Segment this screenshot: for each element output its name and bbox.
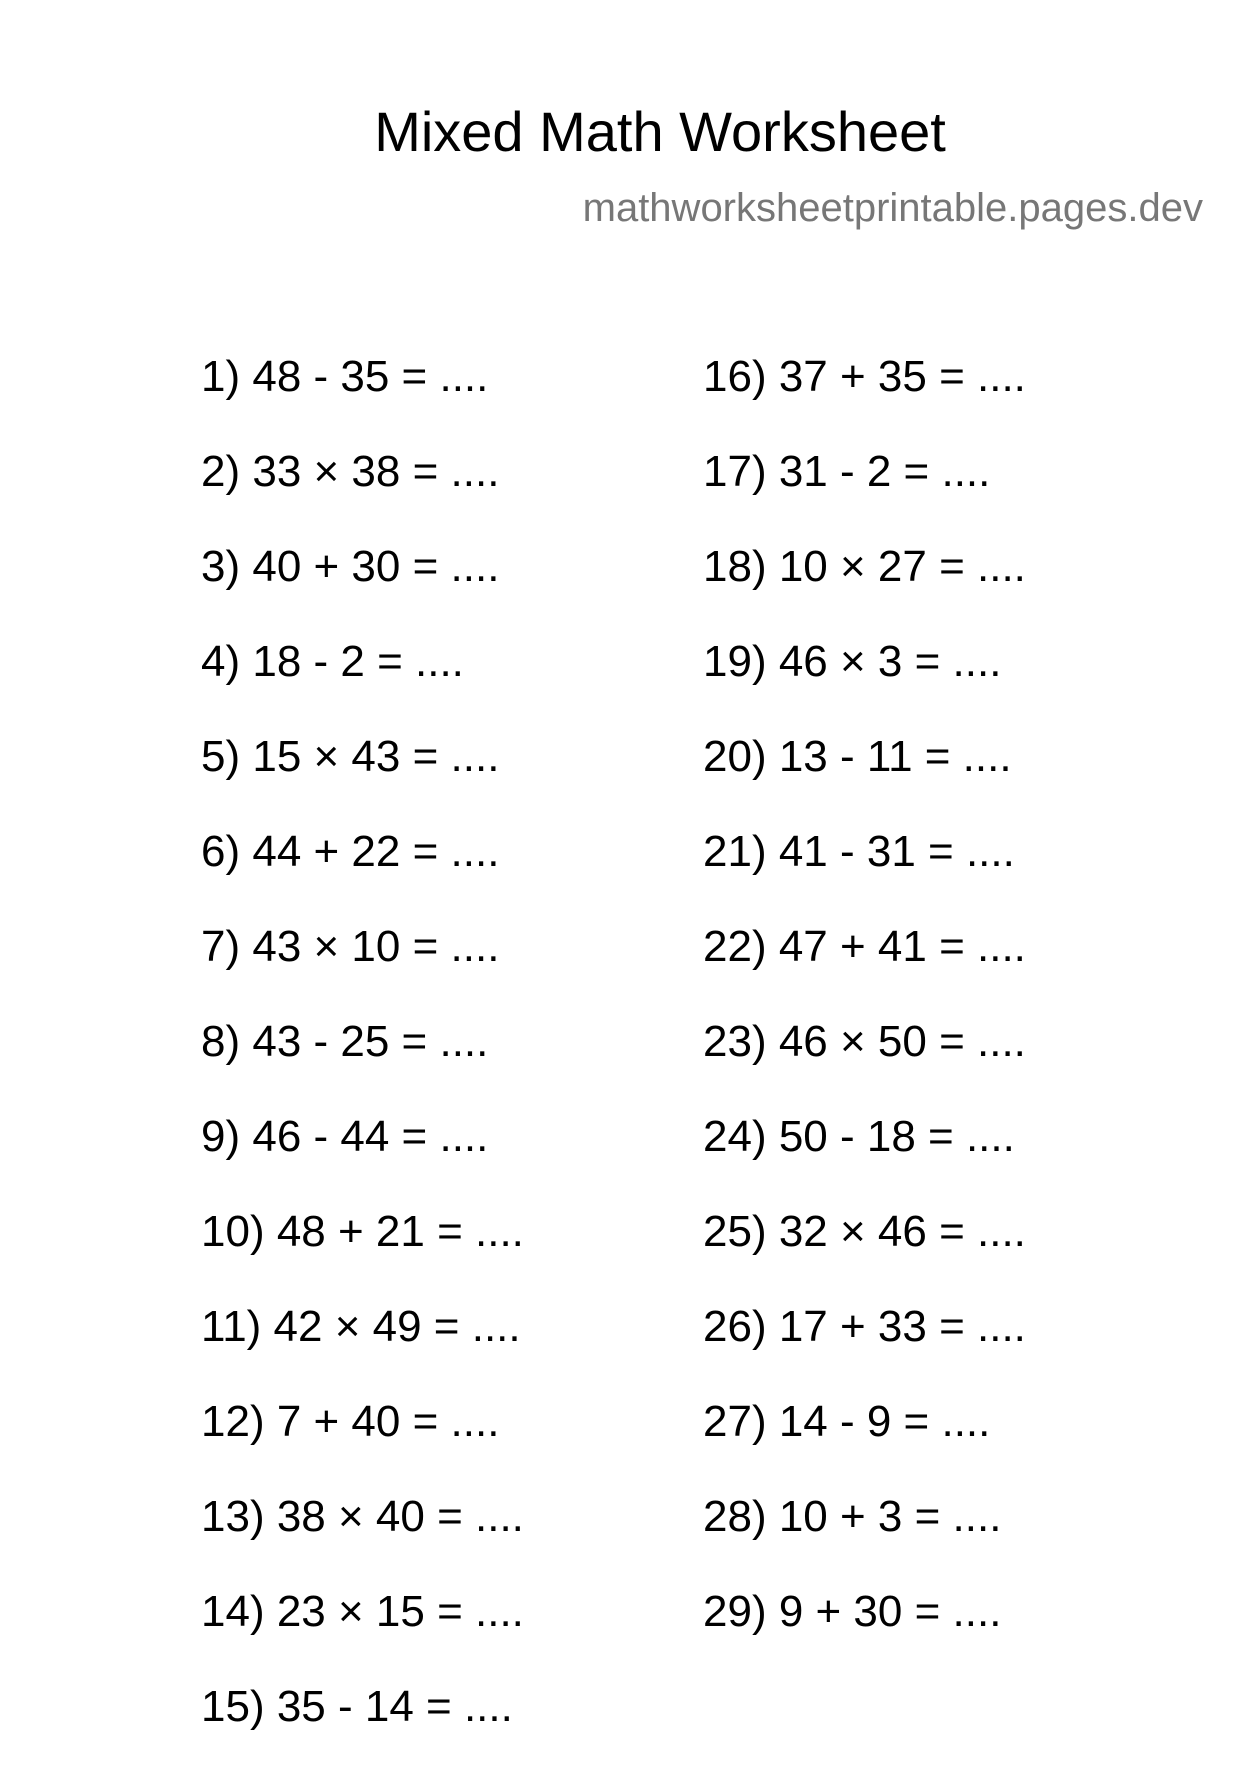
problem-item: 19) 46 × 3 = .... xyxy=(703,637,1002,686)
problem-item: 2) 33 × 38 = .... xyxy=(201,447,500,496)
problem-item: 21) 41 - 31 = .... xyxy=(703,827,1015,876)
problem-column-right xyxy=(703,352,1026,1682)
problem-item: 23) 46 × 50 = .... xyxy=(703,1017,1026,1066)
problem-item: 18) 10 × 27 = .... xyxy=(703,542,1026,591)
problem-item: 20) 13 - 11 = .... xyxy=(703,732,1012,781)
problem-item: 27) 14 - 9 = .... xyxy=(703,1397,991,1446)
problem-item: 15) 35 - 14 = .... xyxy=(201,1682,513,1731)
problem-item: 29) 9 + 30 = .... xyxy=(703,1587,1002,1636)
problem-item: 14) 23 × 15 = .... xyxy=(201,1587,524,1636)
problem-item: 5) 15 × 43 = .... xyxy=(201,732,500,781)
problem-column-left xyxy=(201,352,524,1777)
problem-item: 6) 44 + 22 = .... xyxy=(201,827,500,876)
problem-item: 3) 40 + 30 = .... xyxy=(201,542,500,591)
problem-item: 22) 47 + 41 = .... xyxy=(703,922,1026,971)
problem-item: 9) 46 - 44 = .... xyxy=(201,1112,489,1161)
problem-item: 28) 10 + 3 = .... xyxy=(703,1492,1002,1541)
problem-item: 26) 17 + 33 = .... xyxy=(703,1302,1026,1351)
problem-item: 13) 38 × 40 = .... xyxy=(201,1492,524,1541)
problem-item: 1) 48 - 35 = .... xyxy=(201,352,489,401)
problem-item: 10) 48 + 21 = .... xyxy=(201,1207,524,1256)
problem-item: 11) 42 × 49 = .... xyxy=(201,1302,521,1351)
worksheet-title: Mixed Math Worksheet xyxy=(374,100,946,163)
problem-item: 16) 37 + 35 = .... xyxy=(703,352,1026,401)
problem-item: 17) 31 - 2 = .... xyxy=(703,447,991,496)
problem-item: 8) 43 - 25 = .... xyxy=(201,1017,489,1066)
problem-item: 12) 7 + 40 = .... xyxy=(201,1397,500,1446)
problem-item: 7) 43 × 10 = .... xyxy=(201,922,500,971)
source-url: mathworksheetprintable.pages.dev xyxy=(582,186,1203,230)
problem-item: 24) 50 - 18 = .... xyxy=(703,1112,1015,1161)
problem-item: 4) 18 - 2 = .... xyxy=(201,637,464,686)
problem-item: 25) 32 × 46 = .... xyxy=(703,1207,1026,1256)
